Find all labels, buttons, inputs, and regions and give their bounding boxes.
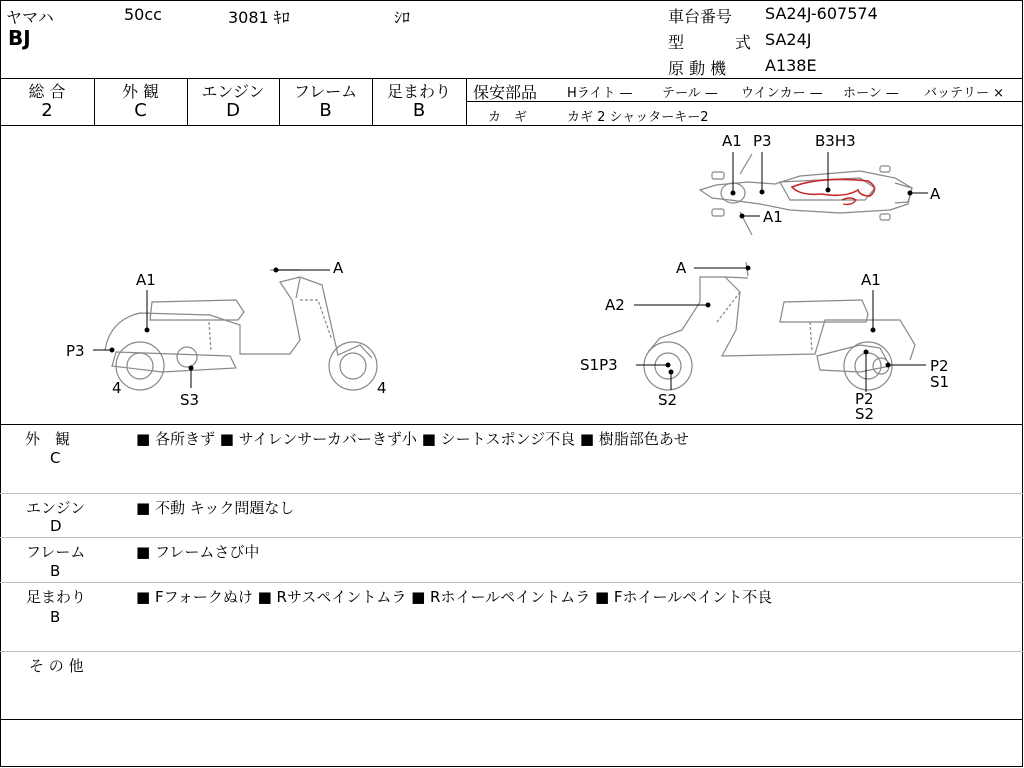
keys-label: カ ギ <box>488 110 528 125</box>
label-right-P2b: P2 <box>855 390 874 408</box>
engine-code: A138E <box>765 56 817 75</box>
note-grade: D <box>50 517 62 535</box>
label-top-A1: A1 <box>722 132 742 150</box>
divider <box>0 493 1023 494</box>
label-left-A1: A1 <box>136 271 156 289</box>
label-right-A1: A1 <box>861 271 881 289</box>
model-type: SA24J <box>765 30 812 49</box>
label-top-A1b: A1 <box>763 208 783 226</box>
displacement: 50cc <box>124 5 162 24</box>
grade-value-overall: 2 <box>41 100 53 121</box>
model-type-label: 型 <box>668 33 685 52</box>
note-grade: B <box>50 608 61 626</box>
label-right-S2: S2 <box>658 391 678 409</box>
note-text: ■ Fフォークぬけ ■ Rサスペイントムラ ■ Rホイールペイントムラ ■ Fホイールペイント不良 <box>136 588 773 606</box>
note-text: ■ 各所きず ■ サイレンサーカバーきず小 ■ シートスポンジ不良 ■ 樹脂部色あせ <box>136 430 689 448</box>
note-label: 外 観 <box>25 430 71 448</box>
divider <box>0 651 1023 652</box>
label-top-P3: P3 <box>753 132 772 150</box>
safety-item-horn: ホーン — <box>843 86 899 101</box>
divider <box>0 424 1023 425</box>
grade-value-suspension: B <box>412 100 426 121</box>
frame-number: SA24J-607574 <box>765 4 878 23</box>
grade-label-engine: エンジン <box>201 82 265 101</box>
note-text: ■ 不動 キック問題なし <box>136 499 295 517</box>
frame-number-label: 車台番号 <box>668 7 733 26</box>
label-left-S3: S3 <box>180 391 200 409</box>
label-right-S2b: S2 <box>855 405 875 423</box>
safety-item-taillight: テール — <box>662 86 718 101</box>
label-top-A: A <box>930 185 941 203</box>
label-left-4a: 4 <box>112 379 122 397</box>
grade-label-frame: フレーム <box>293 82 358 101</box>
note-label: 足まわり <box>26 588 87 606</box>
engine-label: 原 動 機 <box>668 59 727 78</box>
label-right-A: A <box>676 259 687 277</box>
label-right-S1P3: S1P3 <box>580 356 618 374</box>
color: ｼﾛ <box>394 8 411 27</box>
divider <box>0 719 1023 720</box>
maker: ヤマハ <box>6 8 54 27</box>
safety-item-battery: バッテリー × <box>924 86 1005 101</box>
label-top-B3H3: B3H3 <box>815 132 856 150</box>
safety-parts-label: 保安部品 <box>473 83 538 102</box>
model-name: BJ <box>8 26 31 50</box>
mileage: 3081 ｷﾛ <box>228 8 290 27</box>
label-left-A: A <box>333 259 344 277</box>
grade-value-frame: B <box>319 100 332 121</box>
grade-value-engine: D <box>226 100 240 121</box>
note-label: エンジン <box>26 499 86 517</box>
damage-marker <box>792 179 875 196</box>
note-text: ■ フレームさび中 <box>136 543 260 561</box>
note-label: そ の 他 <box>29 657 84 675</box>
note-label: フレーム <box>26 543 86 561</box>
label-left-4b: 4 <box>377 379 387 397</box>
model-type-label-2: 式 <box>735 33 752 52</box>
safety-item-turn-signal: ウインカー — <box>741 86 823 101</box>
keys-value: カギ 2 シャッターキー2 <box>567 110 709 125</box>
grade-label-exterior: 外 観 <box>121 82 160 101</box>
note-grade: B <box>50 562 61 580</box>
label-right-P2: P2 <box>930 357 949 375</box>
label-right-A2: A2 <box>605 296 625 314</box>
divider <box>0 582 1023 583</box>
label-left-P3: P3 <box>66 342 85 360</box>
grade-label-overall: 総 合 <box>28 82 66 101</box>
label-right-S1: S1 <box>930 373 950 391</box>
grade-value-exterior: C <box>134 100 147 121</box>
divider <box>0 537 1023 538</box>
note-grade: C <box>50 449 61 467</box>
grade-label-suspension: 足まわり <box>386 82 451 101</box>
safety-item-headlight: Hライト — <box>567 86 633 101</box>
